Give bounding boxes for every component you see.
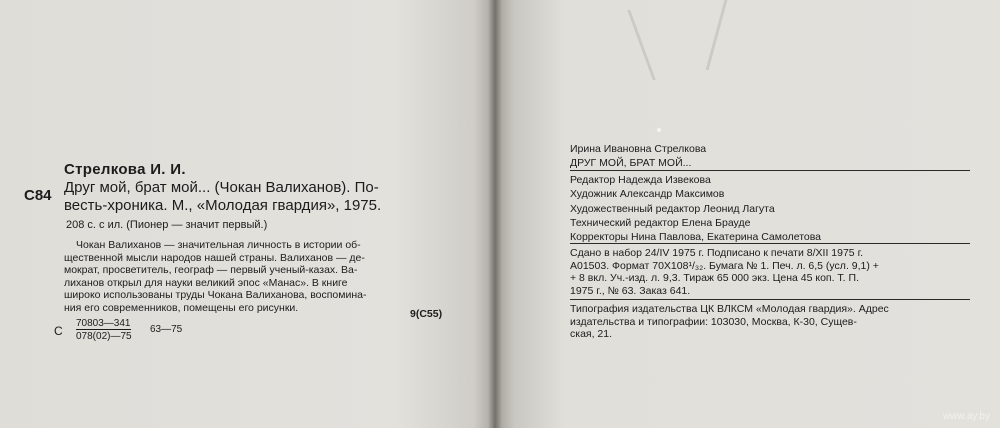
credit-editor bbox=[570, 174, 711, 186]
credit-role: Технический редактор bbox=[570, 217, 679, 229]
catalog-bibliographic-entry bbox=[64, 179, 381, 215]
credit-role: Корректоры bbox=[570, 231, 629, 243]
credit-role: Художественный редактор bbox=[570, 203, 701, 215]
annotation-line: щественной мысли народов нашей страны. Валиханов — де- bbox=[64, 251, 365, 264]
price-code: 9(С55) bbox=[410, 308, 443, 320]
book-gutter bbox=[488, 0, 502, 428]
credit-artist bbox=[570, 188, 724, 200]
divider bbox=[570, 243, 970, 244]
credit-name: Елена Брауде bbox=[681, 217, 751, 229]
credit-proofreaders bbox=[570, 231, 821, 243]
credit-name: Нина Павлова, Екатерина Самолетова bbox=[631, 231, 822, 243]
credit-role: Художник bbox=[570, 188, 617, 200]
catalog-annotation bbox=[64, 239, 367, 315]
imprint-title: ДРУГ МОЙ, БРАТ МОЙ... bbox=[570, 157, 692, 169]
bib-line: Друг мой, брат мой... (Чокан Валиханов). По- bbox=[64, 179, 379, 196]
credit-name: Александр Максимов bbox=[619, 188, 725, 200]
annotation-line: мократ, просветитель, географ — первый ученый-казах. Ва- bbox=[64, 264, 358, 277]
credit-name: Леонид Лагута bbox=[703, 203, 775, 215]
print-line: А01503. Формат 70Х108¹/₃₂. Бумага № 1. Печ. л. 6,5 (усл. 9,1) + bbox=[570, 259, 879, 272]
print-info bbox=[570, 247, 879, 297]
annotation-line: широко использованы труды Чокана Валиханова, воспомина- bbox=[64, 289, 367, 302]
print-line: + 8 вкл. Уч.-изд. л. 9,3. Тираж 65 000 экз. Цена 45 коп. Т. П. bbox=[570, 272, 859, 284]
divider bbox=[570, 299, 970, 300]
watermark: www.ay.by bbox=[942, 411, 990, 422]
imprint-author: Ирина Ивановна Стрелкова bbox=[570, 143, 707, 155]
paper-speck bbox=[657, 128, 661, 132]
credit-role: Редактор bbox=[570, 174, 616, 186]
index-numerator: 70803—341 bbox=[76, 318, 131, 329]
divider bbox=[570, 170, 970, 171]
credit-tech-editor bbox=[570, 217, 750, 229]
index-denominator: 078(02)—75 bbox=[76, 331, 132, 342]
annotation-line: ния его современников, помещены его рисунки. bbox=[64, 301, 299, 314]
print-line: 1975 г., № 63. Заказ 641. bbox=[570, 284, 691, 297]
print-line: Сдано в набор 24/IV 1975 г. Подписано к печати 8/XII 1975 г. bbox=[570, 247, 864, 259]
printer-line: издательства и типографии: 103030, Москва, К-30, Сущев- bbox=[570, 315, 857, 328]
annotation-line: Чокан Валиханов — значительная личность в истории об- bbox=[76, 239, 361, 251]
printer-line: Типография издательства ЦК ВЛКСМ «Молодая гвардия». Адрес bbox=[570, 303, 889, 315]
printer-info bbox=[570, 303, 889, 341]
index-suffix: 63—75 bbox=[150, 324, 183, 335]
catalog-author-heading: Стрелкова И. И. bbox=[64, 161, 186, 178]
annotation-line: лиханов открыл для науки великий эпос «Манас». В книге bbox=[64, 276, 348, 289]
printer-line: ская, 21. bbox=[570, 328, 613, 340]
catalog-class-code: С84 bbox=[24, 187, 52, 204]
catalog-pages-note: 208 с. с ил. (Пионер — значит первый.) bbox=[66, 219, 268, 231]
credit-name: Надежда Извекова bbox=[618, 174, 711, 186]
index-letter: С bbox=[54, 324, 63, 338]
credit-art-editor bbox=[570, 203, 775, 215]
bib-line: весть-хроника. М., «Молодая гвардия», 1975. bbox=[64, 197, 382, 214]
